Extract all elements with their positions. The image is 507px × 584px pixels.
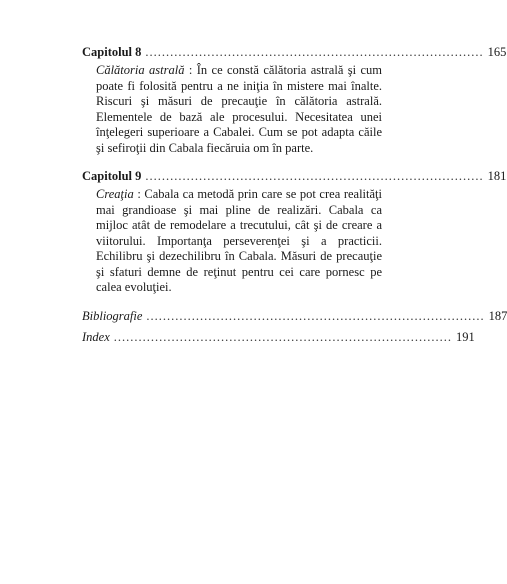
chapter-description: [96, 63, 382, 156]
chapter-label: Capitolul 9: [82, 169, 142, 183]
chapter-topic: Creaţia: [96, 187, 134, 201]
chapter-description: [96, 187, 382, 296]
dot-leader: ..................................................................................: [145, 169, 484, 183]
table-of-contents: [82, 44, 507, 350]
toc-heading-line: [82, 308, 507, 324]
toc-heading-line: [82, 44, 507, 60]
index-label: Index: [82, 329, 110, 344]
chapter-summary: : În ce constă călătoria astrală şi cum poate fi folosită pentru a ne iniţia în mistere mai înalte. Riscuri şi măsuri de precauţie în călătoria astrală. Elementele de bază ale procesului. Necesitatea unei înţelegeri superioare a Cabalei. Cum se pot adapta căile şi sefiroţii din Cabala fiecăruia om în parte.: [96, 63, 383, 155]
bibliography-label: Bibliografie: [82, 308, 143, 323]
toc-entry-chapter-8: [82, 44, 507, 156]
page-number: 165: [487, 45, 507, 59]
toc-heading-line: [82, 329, 475, 345]
page-number: 181: [487, 169, 507, 183]
page-number: 187: [488, 308, 507, 323]
dot-leader: ..................................................................................: [145, 45, 484, 59]
toc-entry-chapter-9: [82, 168, 507, 296]
toc-heading-line: [82, 168, 507, 184]
chapter-summary: : Cabala ca metodă prin care se pot crea realităţi mai grandioase şi mai pline de realizări. Cabala ca mijloc atât de remodelare a trecutului, cât şi de creare a viitorului. Importanţa perseverenţei şi a practicii. Echilibru şi dezechilibru în Cabala. Măsuri de precauţie şi sfaturi demne de reţinut pentru cei care pornesc pe calea evoluţiei.: [96, 187, 382, 294]
toc-entry-bibliography: [82, 308, 507, 324]
dot-leader: ..................................................................................: [146, 308, 485, 323]
page-number: 191: [456, 329, 475, 344]
chapter-topic: Călătoria astrală: [96, 63, 185, 77]
toc-entry-index: [82, 329, 475, 345]
chapter-label: Capitolul 8: [82, 45, 142, 59]
dot-leader: ..................................................................................: [113, 329, 453, 344]
